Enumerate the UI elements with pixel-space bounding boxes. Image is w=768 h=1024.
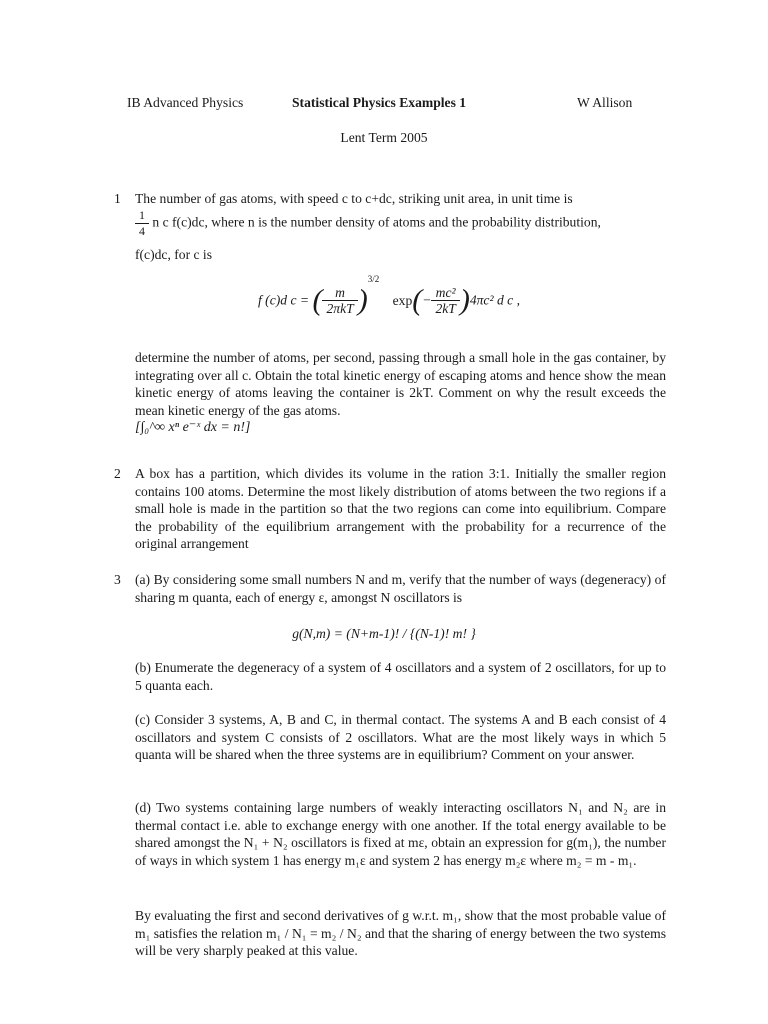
question-3-part-a: (a) By considering some small numbers N and m, verify that the number of ways (degeneracy) of sharing m quanta, each of energy ε, amongst N oscillators is — [135, 572, 666, 605]
header-title: Statistical Physics Examples 1 — [292, 95, 467, 110]
question-3-part-c: (c) Consider 3 systems, A, B and C, in thermal contact. The systems A and B each consist of 4 oscillators and system C consists of 2 oscillators. What are the most likely ways in which 5 quanta will be shared when the three systems are in equilibrium? Comment on your answer. — [135, 712, 666, 763]
header-author: W Allison — [577, 95, 633, 110]
question-2-number: 2 — [114, 466, 121, 481]
question-1-line-2-text: n c f(c)dc, where n is the number density of atoms and the probability distribution, — [152, 214, 601, 230]
question-1-number: 1 — [114, 191, 121, 206]
question-3-part-d: (d) Two systems containing large numbers of weakly interacting oscillators N₁ and N₂ are in thermal contact i.e. able to exchange energy with one another. If the total energy available to be shared amongst the N₁ + N₂ oscillators is fixed at mε, obtain an expression for g(m₁), the number of ways in which system 1 has energy m₁ε and system 2 has energy m₂ε where m₂ = m - m₁. — [135, 800, 666, 868]
maxwell-distribution-equation: f (c)d c = ( $\frac{m}{\text{2πkT}}$ )$^{3/2}$ exp(− $\frac{\text{mc²}}{2kT}$ )4πc² d c , — [258, 274, 520, 317]
question-1-line-1: The number of gas atoms, with speed c to c+dc, striking unit area, in unit time is — [135, 191, 573, 206]
question-3-number: 3 — [114, 572, 121, 587]
question-1-body: determine the number of atoms, per second, passing through a small hole in the gas container, by integrating over all c. Obtain the total kinetic energy of escaping atoms and hence show the mean kinetic energy of atoms leaving the container is 2kT. Comment on why the result exceeds the mean kinetic energy of the gas atoms. — [135, 350, 666, 418]
degeneracy-formula: g(N,m) = (N+m-1)! / {(N-1)! m! } — [292, 626, 476, 641]
mass-over-2pikt: $\frac{m}{\text{2πkT}}$ — [322, 285, 357, 316]
question-1-line-2 — [135, 208, 666, 239]
question-2-body: A box has a partition, which divides its volume in the ration 3:1. Initially the smaller region contains 100 atoms. Determine the most likely distribution of atoms between the two regions if a small hole is made in the partition so that the two regions can come into equilibrium. Compare the probability of the equilibrium arrangement with the probability for a recurrence of the original arrangement — [135, 466, 666, 552]
question-3-part-e: By evaluating the first and second derivatives of g w.r.t. m₁, show that the most probable value of m₁ satisfies the relation m₁ / N₁ = m₂ / N₂ and that the sharing of energy between the two systems will be very sharply peaked at this value. — [135, 908, 666, 959]
mc2-over-2kt: $\frac{\text{mc²}}{2kT}$ — [431, 285, 459, 316]
question-3-part-b: (b) Enumerate the degeneracy of a system of 4 oscillators and a system of 2 oscillators, for up to 5 quanta each. — [135, 660, 666, 693]
header-course: IB Advanced Physics — [127, 95, 244, 110]
header-term: Lent Term 2005 — [340, 130, 428, 145]
fraction-one-quarter: $\frac{1}{4}$ — [135, 208, 149, 239]
question-1-line-3: f(c)dc, for c is — [135, 247, 212, 262]
integral-hint: [∫₀^∞ xⁿ e⁻ˣ dx = n!] — [135, 420, 251, 435]
